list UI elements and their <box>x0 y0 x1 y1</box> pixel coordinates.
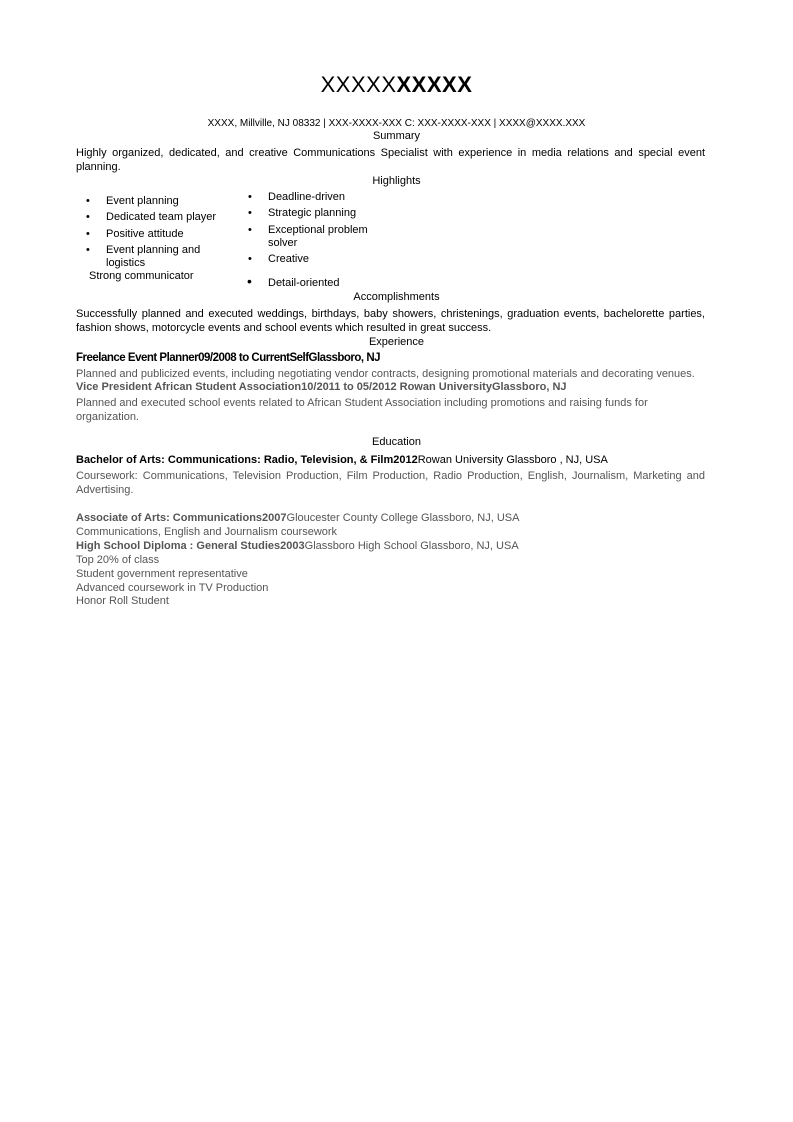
name-last: XXXXX <box>396 72 473 97</box>
list-item: • Dedicated team player <box>76 211 246 224</box>
degree-year: 2012 <box>393 454 418 466</box>
job-title: Freelance Event Planner <box>76 352 199 364</box>
degree-separator: : <box>161 454 168 466</box>
summary-text: Highly organized, dedicated, and creative Communications Specialist with experience in media relations and special event planning. <box>76 147 705 173</box>
education-details: Top 20% of class <box>76 554 160 566</box>
degree: Bachelor of Arts <box>76 454 162 466</box>
degree-year: 2003 <box>280 540 305 552</box>
list-item: • Event planning and logistics <box>76 244 221 270</box>
education-details: Honor Roll Student <box>76 595 169 607</box>
degree-year: 2007 <box>262 512 287 524</box>
job-entry-title <box>76 352 380 364</box>
name-first: XXXXX <box>320 72 397 97</box>
summary-heading: Summary <box>372 130 421 142</box>
highlights-column-1 <box>76 195 246 273</box>
education-details: Communications, English and Journalism coursework <box>76 526 338 538</box>
degree-separator: : <box>166 512 173 524</box>
highlight-extra: Strong communicator <box>89 270 194 282</box>
list-item: • Detail-oriented <box>238 277 418 290</box>
education-details: Advanced coursework in TV Production <box>76 582 269 594</box>
job-description: Planned and publicized events, including negotiating vendor contracts, designing promotional materials and decorating venues. <box>76 368 695 380</box>
accomplishments-heading: Accomplishments <box>353 291 440 303</box>
education-entry-title <box>76 511 519 525</box>
degree: High School Diploma <box>76 540 187 552</box>
degree-field: Communications <box>172 512 263 524</box>
list-item: • Strategic planning <box>238 207 418 220</box>
experience-heading: Experience <box>368 336 425 348</box>
list-item: • Exceptional problem solver <box>238 224 373 250</box>
job-dates: 09/2008 to Current <box>198 352 290 364</box>
contact-line: XXXX, Millville, NJ 08332 | XXX-XXXX-XXX C: XXX-XXXX-XXX | XXXX@XXXX.XXX <box>207 118 586 129</box>
highlights-heading: Highlights <box>372 175 421 187</box>
education-details: Student government representative <box>76 568 248 580</box>
job-location: Glassboro, NJ <box>308 352 381 364</box>
list-item: • Deadline-driven <box>238 191 418 204</box>
list-item: • Event planning <box>76 195 246 208</box>
school-name: Glassboro High School <box>304 540 418 552</box>
school-name: Rowan University <box>417 454 504 466</box>
school-name: Gloucester County College <box>286 512 418 524</box>
job-location: Glassboro, NJ <box>491 381 567 393</box>
school-location: Glassboro, NJ, USA <box>421 512 520 524</box>
degree-separator: : <box>186 540 197 552</box>
degree: Associate of Arts <box>76 512 167 524</box>
education-heading: Education <box>372 436 421 448</box>
job-entry-title <box>76 381 567 393</box>
job-title: Vice President African Student Association <box>76 381 302 393</box>
degree-field: General Studies <box>196 540 281 552</box>
candidate-name <box>0 72 793 98</box>
education-entry-title <box>76 454 608 466</box>
highlights-column-2 <box>238 191 418 269</box>
school-location: Glassboro , NJ, USA <box>506 454 608 466</box>
education-entry-title <box>76 539 519 553</box>
list-item: • Creative <box>238 253 418 266</box>
accomplishments-text: Successfully planned and executed weddings, birthdays, baby showers, christenings, graduation events, bachelorette parties, fashion shows, motorcycle events and school events which resulted in great success. <box>76 308 705 334</box>
list-item: • Positive attitude <box>76 228 246 241</box>
job-company: Rowan University <box>396 381 492 393</box>
school-location: Glassboro, NJ, USA <box>420 540 519 552</box>
job-dates: 10/2011 to 05/2012 <box>301 381 397 393</box>
education-details: Coursework: Communications, Television Production, Film Production, Radio Production, English, Journalism, Marketing and Advertising. <box>76 470 705 496</box>
job-company: Self <box>289 352 309 364</box>
job-description: Planned and executed school events related to African Student Association including promotions and raising funds for organization. <box>76 397 648 423</box>
degree-field: Communications: Radio, Television, & Film <box>167 454 394 466</box>
